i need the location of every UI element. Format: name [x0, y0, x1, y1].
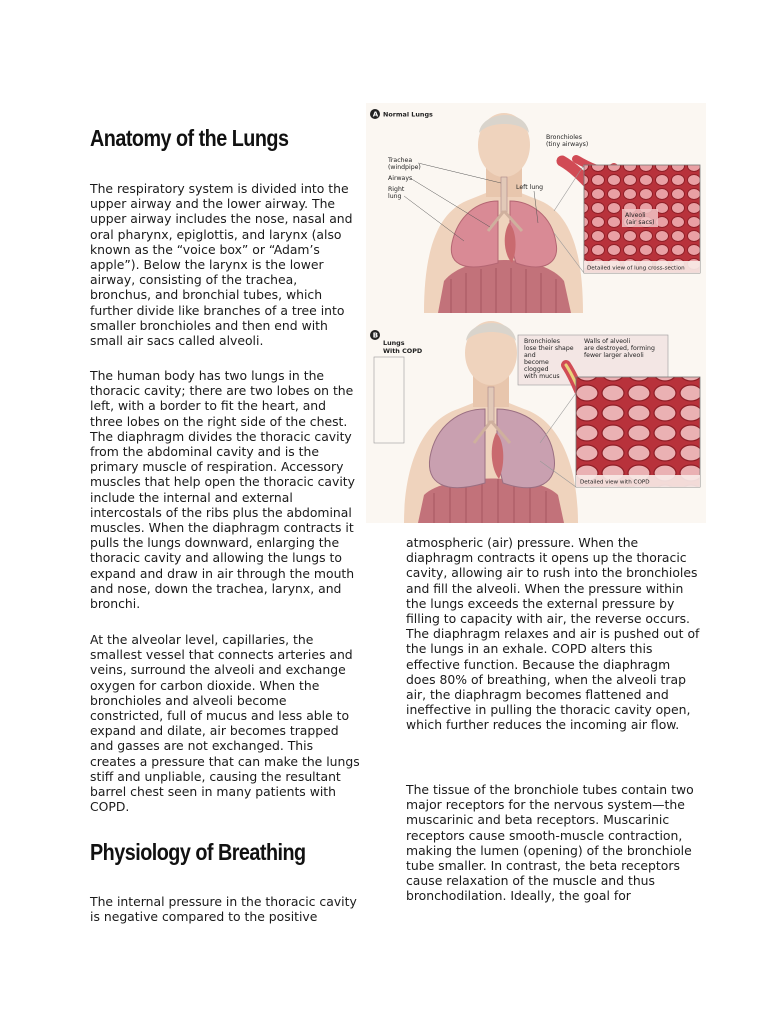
panel-b-title-1: Lungs	[383, 339, 405, 347]
svg-text:Bronchioles: Bronchioles	[524, 338, 560, 345]
label-left-lung: Left lung	[516, 184, 544, 191]
heading-physiology: Physiology of Breathing	[90, 839, 306, 865]
paragraph-internal-pressure: The internal pressure in the thoracic cavity is negative compared to the positive	[90, 894, 357, 925]
panel-a-trachea	[501, 177, 507, 213]
paragraph-alveolar-level: At the alveolar level, capillaries, the smallest vessel that connects arteries and veins, surround the alveoli and exchange oxygen for carbon dioxide. When the bronchioles and alveoli become constricted, full of mucus and less able to expand and dilate, air becomes trapped and gasses are not exchanged. This creates a pressure that can make the lungs stiff and unpliable, causing the resultant barrel chest seen in many patients with COPD.	[90, 632, 360, 815]
paragraph-atmospheric-pressure: atmospheric (air) pressure. When the diaphragm contracts it opens up the thoracic cavity, allowing air to rush into the bronchioles and fill the alveoli. When the pressure within the lungs exceeds the external pressure by filling to capacity with air, the reverse occurs. The diaphragm relaxes and air is pushed out of the lungs in an exhale. COPD alters this effective function. Because the diaphragm does 80% of breathing, when the alveoli trap air, the diaphragm becomes flattened and ineffective in pulling the thoracic cavity open, which further reduces the incoming air flow.	[406, 535, 700, 733]
paragraph-two-lungs: The human body has two lungs in the thoracic cavity; there are two lobes on the left, with a border to fit the heart, and three lobes on the right side of the chest. The diaphragm divides the thoracic cavity from the abdominal cavity and is the primary muscle of respiration. Accessory muscles that help open the thoracic cavity include the internal and external intercostals of the ribs plus the abdominal muscles. When the diaphragm contracts it pulls the lungs downward, enlarging the thoracic cavity and allowing the lungs to expand and draw in air through the mouth and nose, down the trachea, larynx, and bronchi.	[90, 368, 355, 612]
heading-anatomy: Anatomy of the Lungs	[90, 125, 289, 151]
lung-anatomy-illustration	[366, 103, 706, 523]
svg-text:with mucus: with mucus	[524, 373, 560, 380]
label-tiny-airways: (tiny airways)	[546, 141, 589, 148]
label-bronchioles: Bronchioles	[546, 134, 582, 141]
panel-a-caption: Detailed view of lung cross-section	[587, 265, 685, 272]
panel-b-detail-box	[576, 377, 700, 487]
panel-b-copd-lungs	[370, 321, 700, 523]
svg-text:become: become	[524, 359, 549, 366]
label-airways: Airways	[388, 175, 413, 182]
panel-b-left-lung	[497, 409, 555, 488]
svg-text:lose their shape: lose their shape	[524, 345, 574, 352]
panel-b-caption: Detailed view with COPD	[580, 479, 650, 486]
paragraph-respiratory-system: The respiratory system is divided into the upper airway and the lower airway. The upper airway includes the nose, nasal and oral pharynx, epiglottis, and larynx (also known as the “voice box” or “Adam’s apple”). Below the larynx is the lower airway, consisting of the trachea, bronchus, and bronchial tubes, which further divide like branches of a tree into smaller bronchioles and then end with small air sacs called alveoli.	[90, 181, 353, 349]
svg-text:fewer larger alveoli: fewer larger alveoli	[584, 352, 644, 359]
panel-b-title-2: With COPD	[383, 347, 423, 355]
svg-text:are destroyed, forming: are destroyed, forming	[584, 345, 655, 352]
svg-text:clogged: clogged	[524, 366, 549, 373]
svg-text:Walls of alveoli: Walls of alveoli	[584, 338, 631, 345]
label-windpipe: (windpipe)	[388, 164, 421, 171]
label-air-sacs: (air sacs)	[626, 219, 655, 226]
svg-text:and: and	[524, 352, 536, 359]
label-alveoli: Alveoli	[625, 212, 646, 219]
paragraph-bronchiole-receptors: The tissue of the bronchiole tubes contain two major receptors for the nervous system—the muscarinic and beta receptors. Muscarinic receptors cause smooth-muscle contraction, making the lumen (opening) of the bronchiole tube smaller. In contrast, the beta receptors cause relaxation of the muscle and thus bronchodilation. Ideally, the goal for	[406, 782, 694, 904]
panel-a-normal-lungs	[370, 109, 700, 313]
label-right-lung-2: lung	[388, 193, 402, 200]
panel-a-badge-letter: A	[372, 110, 379, 119]
label-trachea: Trachea	[388, 157, 413, 164]
label-right-lung-1: Right	[388, 186, 405, 193]
panel-a-title: Normal Lungs	[383, 110, 433, 119]
panel-b-badge-letter: B	[372, 331, 379, 340]
